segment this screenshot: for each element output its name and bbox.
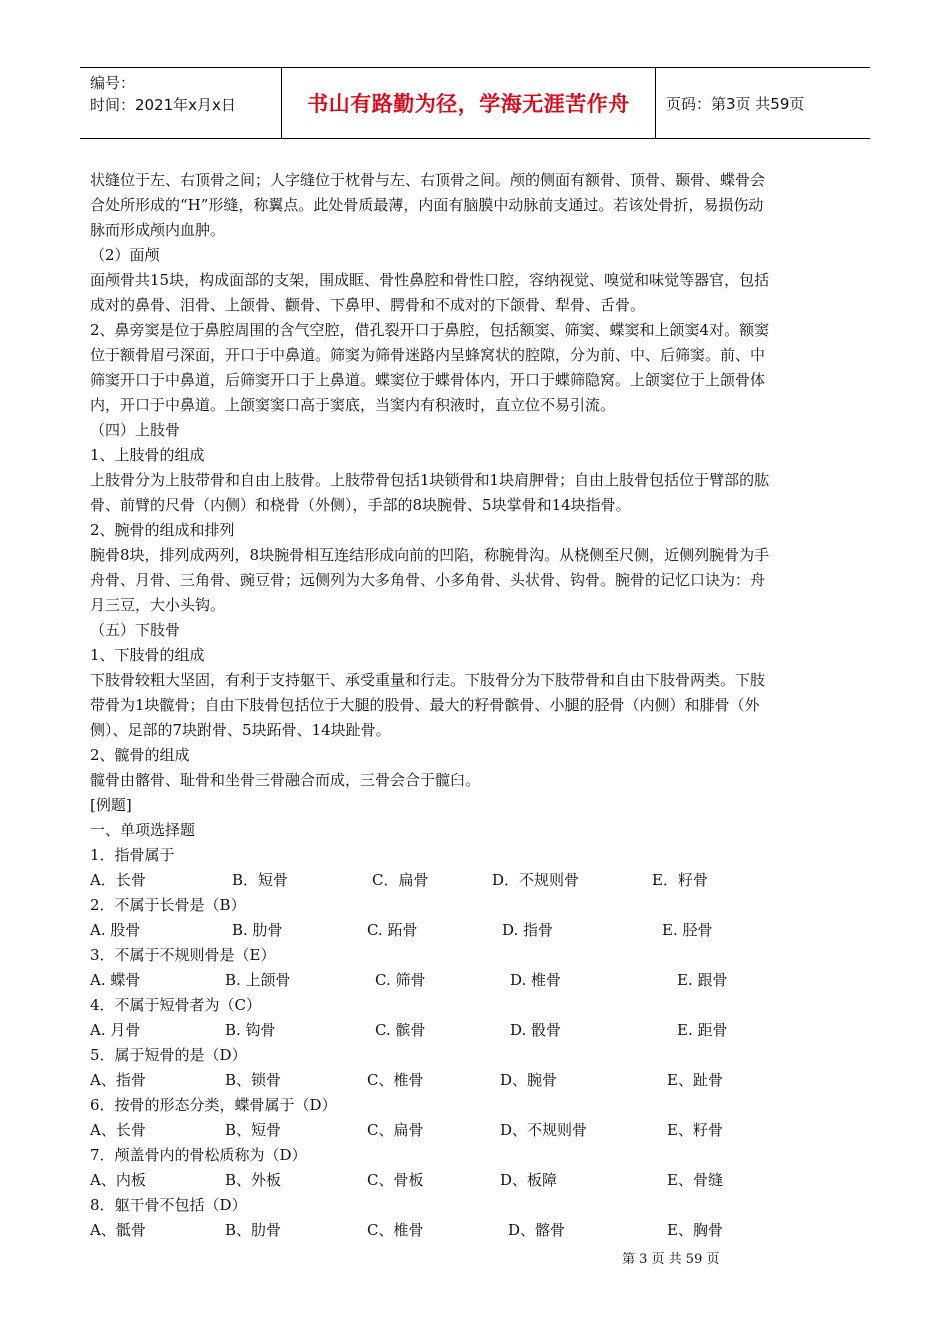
option-b: B. 肋骨 (232, 921, 283, 939)
question-stem: 4．不属于短骨者为（C） (90, 996, 262, 1014)
option-b: B．短骨 (232, 871, 289, 889)
text-line: 筛窦开口于中鼻道，后筛窦开口于上鼻道。蝶窦位于蝶骨体内，开口于蝶筛隐窝。上颌窦位于上颌骨体 (90, 371, 766, 389)
option-d: D、腕骨 (500, 1071, 558, 1089)
text-line: 成对的鼻骨、泪骨、上颌骨、颧骨、下鼻甲、腭骨和不成对的下颌骨、犁骨、舌骨。 (90, 296, 646, 314)
document-body (90, 168, 865, 1243)
header-meta-cell (80, 68, 282, 138)
option-d: D. 骰骨 (510, 1021, 562, 1039)
question-stem: 1．指骨属于 (90, 846, 175, 864)
text-line: （四）上肢骨 (90, 421, 181, 439)
option-a: A、指骨 (90, 1071, 146, 1089)
text-line: 带骨为1块髋骨；自由下肢骨包括位于大腿的股骨、最大的籽骨髌骨、小腿的胫骨（内侧）和腓骨（外 (90, 696, 760, 714)
text-line: 骨、前臂的尺骨（内侧）和桡骨（外侧），手部的8块腕骨、5块掌骨和14块指骨。 (90, 496, 631, 514)
option-a: A、内板 (90, 1171, 146, 1189)
option-c: C、扁骨 (367, 1121, 424, 1139)
document-header (80, 67, 870, 139)
question-stem: 8．躯干骨不包括（D） (90, 1196, 247, 1214)
header-page-number: 页码：第3页 共59页 (666, 94, 805, 113)
option-c: C. 跖骨 (367, 921, 418, 939)
option-d: D．不规则骨 (492, 871, 580, 889)
option-c: C．扁骨 (372, 871, 429, 889)
question-options (90, 1118, 865, 1143)
text-line: 面颅骨共15块，构成面部的支架，围成眶、骨性鼻腔和骨性口腔，容纳视觉、嗅觉和味觉等器官，包括 (90, 271, 770, 289)
question-stem: 3．不属于不规则骨是（E） (90, 946, 276, 964)
option-a: A、骶骨 (90, 1221, 146, 1239)
option-c: C、椎骨 (367, 1071, 424, 1089)
option-e: E、籽骨 (667, 1121, 723, 1139)
text-line: 合处所形成的“H”形缝，称翼点。此处骨质最薄，内面有脑膜中动脉前支通过。若该处骨折，易损伤动 (90, 196, 764, 214)
option-a: A. 月骨 (90, 1021, 141, 1039)
option-e: E、趾骨 (667, 1071, 723, 1089)
text-line: 2、鼻旁窦是位于鼻腔周围的含气空腔，借孔裂开口于鼻腔，包括额窦、筛窦、蝶窦和上颌窦4对。额窦 (90, 321, 770, 339)
question-options (90, 1218, 865, 1243)
option-b: B. 钩骨 (225, 1021, 276, 1039)
option-e: E. 跟骨 (677, 971, 728, 989)
document-date-label: 时间：2021年x月x日 (90, 96, 236, 114)
text-line: （五）下肢骨 (90, 621, 181, 639)
option-c: C. 髌骨 (375, 1021, 426, 1039)
option-c: C、椎骨 (367, 1221, 424, 1239)
option-b: B、锁骨 (225, 1071, 282, 1089)
option-e: E、胸骨 (667, 1221, 723, 1239)
text-line: 内，开口于中鼻道。上颌窦窦口高于窦底，当窦内有积液时，直立位不易引流。 (90, 396, 616, 414)
text-line: 2、髋骨的组成 (90, 746, 190, 764)
option-c: C. 筛骨 (375, 971, 426, 989)
text-line: 侧）、足部的7块跗骨、5块跖骨、14块趾骨。 (90, 721, 391, 739)
body-text (90, 168, 865, 843)
text-line: 腕骨8块，排列成两列，8块腕骨相互连结形成向前的凹陷，称腕骨沟。从桡侧至尺侧，近侧列腕骨为手 (90, 546, 770, 564)
text-line: 一、单项选择题 (90, 821, 196, 839)
text-line: 髋骨由髂骨、耻骨和坐骨三骨融合而成，三骨会合于髋臼。 (90, 771, 481, 789)
question-options (90, 1068, 865, 1093)
footer-page-number: 第 3 页 共 59 页 (622, 1252, 720, 1267)
text-line: [例题] (90, 796, 132, 814)
text-line: 2、腕骨的组成和排列 (90, 521, 235, 539)
option-b: B、外板 (225, 1171, 282, 1189)
text-line: 下肢骨较粗大坚固，有利于支持躯干、承受重量和行走。下肢骨分为下肢带骨和自由下肢骨两类。下肢 (90, 671, 766, 689)
option-b: B. 上颌骨 (225, 971, 291, 989)
text-line: 上肢骨分为上肢带骨和自由上肢骨。上肢带骨包括1块锁骨和1块肩胛骨；自由上肢骨包括位于臂部的肱 (90, 471, 770, 489)
text-line: 1、下肢骨的组成 (90, 646, 205, 664)
question-options (90, 918, 865, 943)
option-a: A. 蝶骨 (90, 971, 141, 989)
question-options (90, 968, 865, 993)
text-line: 1、上肢骨的组成 (90, 446, 205, 464)
option-a: A．长骨 (90, 871, 146, 889)
question-options (90, 868, 865, 893)
option-d: D、不规则骨 (500, 1121, 588, 1139)
option-e: E. 胫骨 (662, 921, 713, 939)
text-line: 位于额骨眉弓深面，开口于中鼻道。筛窦为筛骨迷路内呈蜂窝状的腔隙，分为前、中、后筛窦。前、中 (90, 346, 766, 364)
question-options (90, 1168, 865, 1193)
option-a: A. 股骨 (90, 921, 141, 939)
text-line: 舟骨、月骨、三角骨、豌豆骨；远侧列为大多角骨、小多角骨、头状骨、钩骨。腕骨的记忆口诀为：舟 (90, 571, 766, 589)
question-stem: 7．颅盖骨内的骨松质称为（D） (90, 1146, 307, 1164)
option-c: C、骨板 (367, 1171, 424, 1189)
option-d: D、板障 (500, 1171, 558, 1189)
question-options (90, 1018, 865, 1043)
text-line: 月三豆，大小头钩。 (90, 596, 226, 614)
question-stem: 6．按骨的形态分类，蝶骨属于（D） (90, 1096, 337, 1114)
question-list (90, 843, 865, 1243)
text-line: 脉而形成颅内血肿。 (90, 221, 226, 239)
option-d: D. 指骨 (502, 921, 554, 939)
document-number-label: 编号： (90, 74, 136, 92)
option-e: E．籽骨 (652, 871, 708, 889)
question-stem: 5．属于短骨的是（D） (90, 1046, 247, 1064)
option-d: D. 椎骨 (510, 971, 562, 989)
text-line: （2）面颅 (90, 246, 160, 264)
option-a: A、长骨 (90, 1121, 146, 1139)
option-e: E. 距骨 (677, 1021, 728, 1039)
header-motto: 书山有路勤为径，学海无涯苦作舟 (282, 68, 656, 138)
question-stem: 2．不属于长骨是（B） (90, 896, 246, 914)
option-e: E、骨缝 (667, 1171, 723, 1189)
option-b: B、短骨 (225, 1121, 282, 1139)
option-b: B、肋骨 (225, 1221, 282, 1239)
text-line: 状缝位于左、右顶骨之间；人字缝位于枕骨与左、右顶骨之间。颅的侧面有额骨、顶骨、颞骨、蝶骨会 (90, 171, 766, 189)
option-d: D、髂骨 (508, 1221, 566, 1239)
